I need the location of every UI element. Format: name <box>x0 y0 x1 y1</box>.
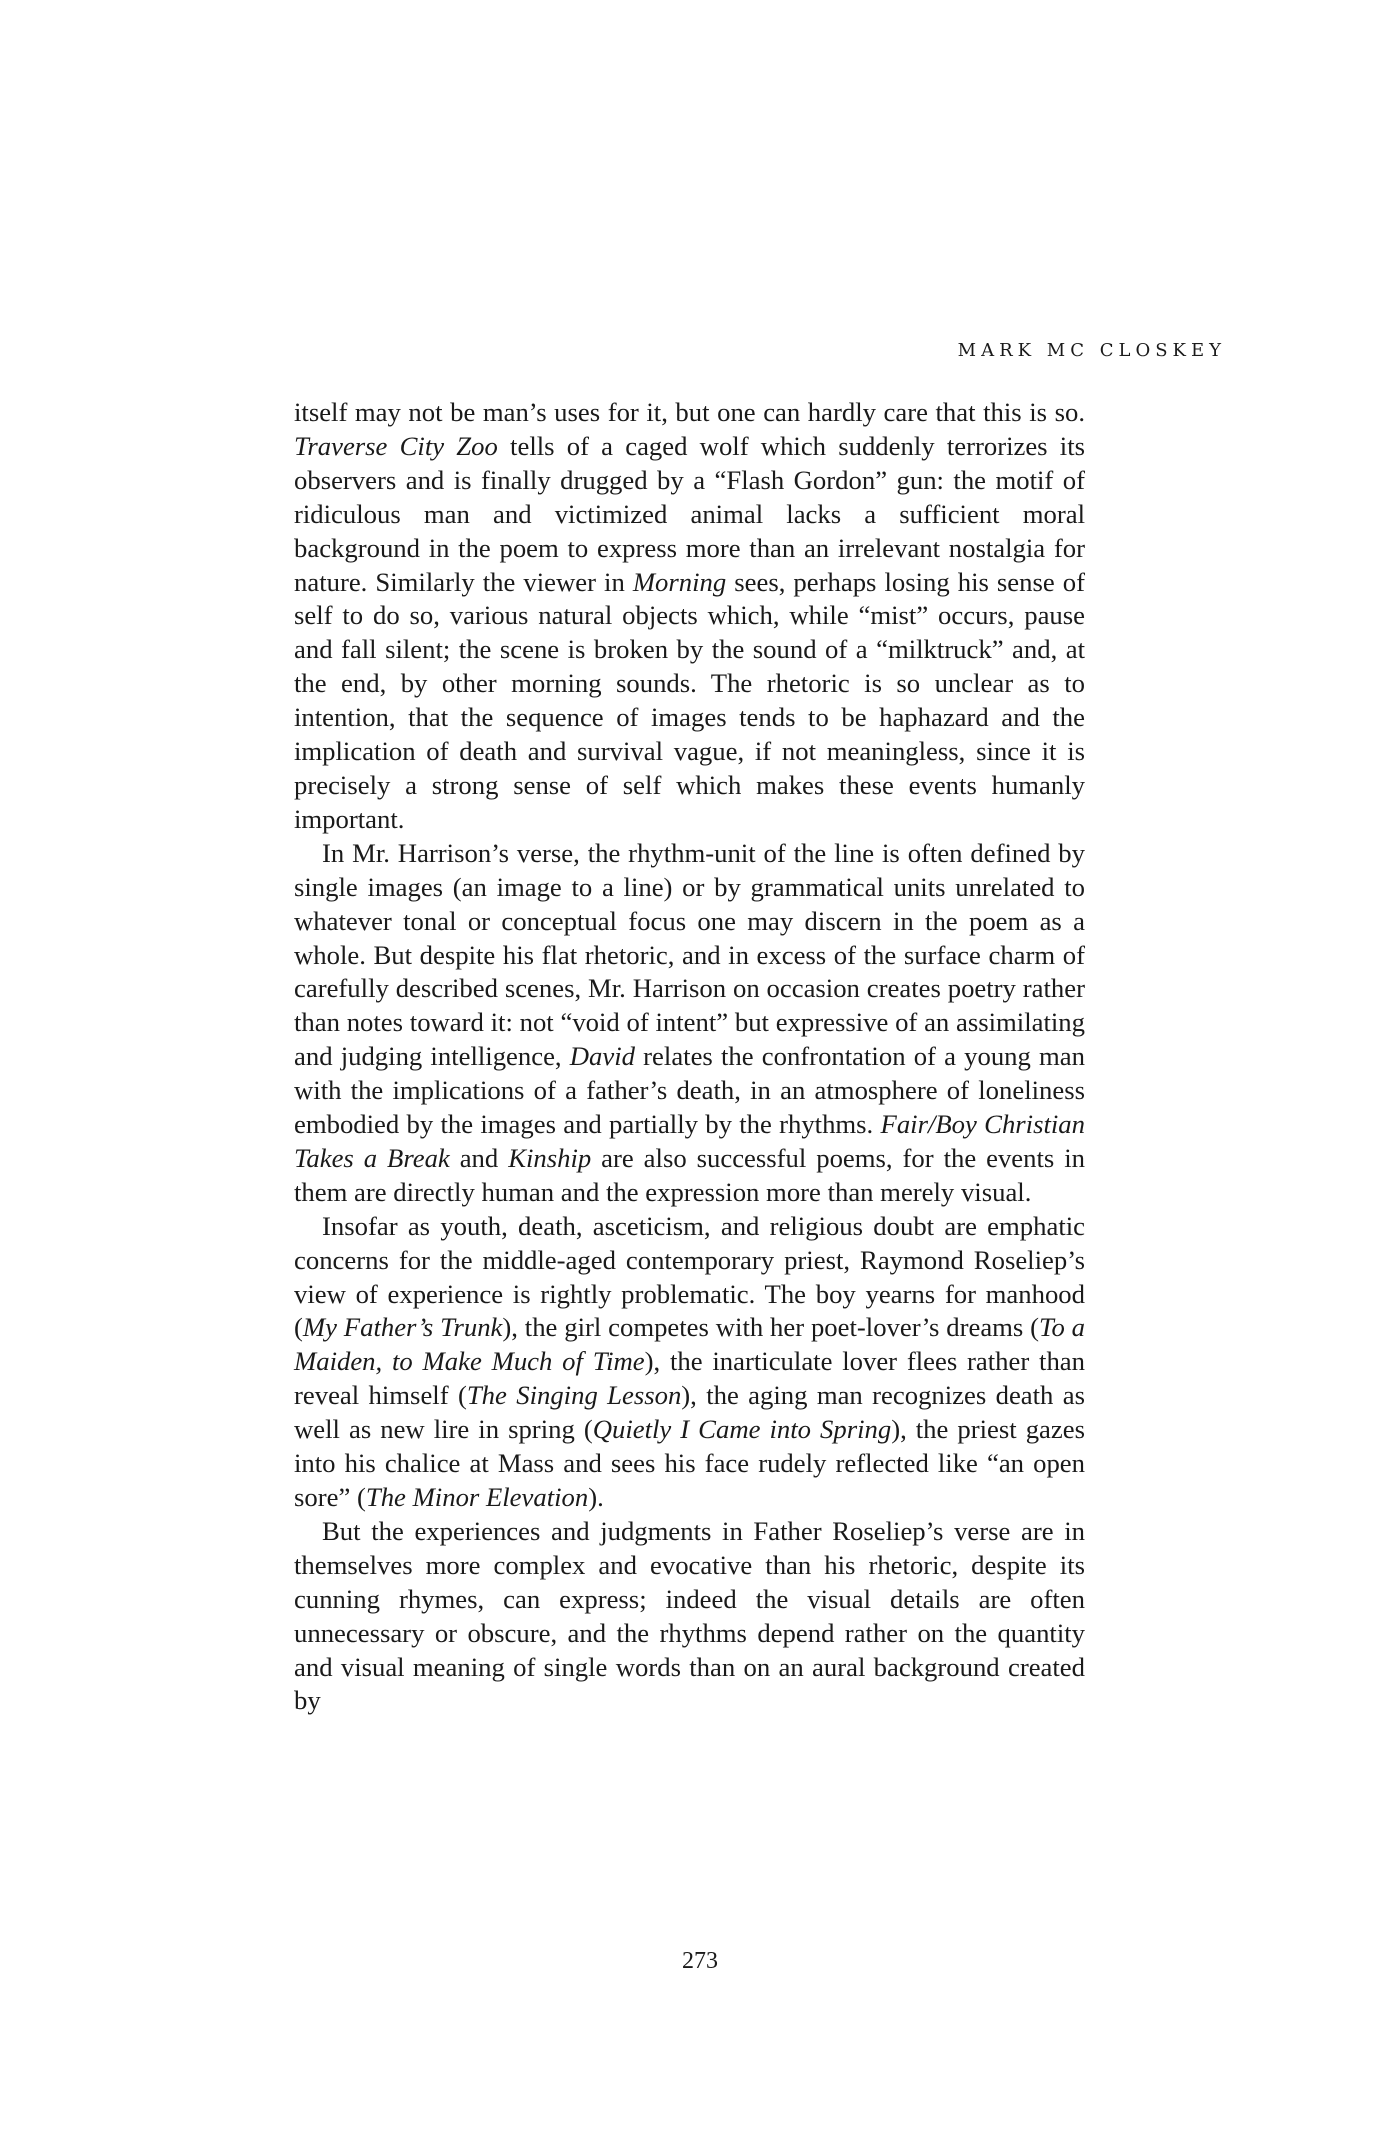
text-run: ), the inarticulate lover flees rather than reveal himself ( <box>294 1346 1085 1411</box>
text-run: sees, perhaps losing his sense of self to do so, various natural objects which, while “mist” occurs, pause and fall silent; the scene is broken by the sound of a “milktruck” and, at the end, by other morning sounds. The rhetoric is so unclear as to intention, that the sequence of images tends to be haphazard and the implication of death and survival vague, if not meaningless, since it is precisely a strong sense of self which makes these events humanly important. <box>294 566 1085 834</box>
work-title: Traverse City Zoo <box>294 430 498 461</box>
text-run: tells of a caged wolf which suddenly terrorizes its observers and is finally drugged by a “Flash Gordon” gun: the motif of ridiculous man and victimized animal lacks a sufficient moral background in the poem to express more than an irrelevant nostalgia for nature. Similarly the viewer in <box>294 430 1085 597</box>
paragraph <box>294 396 1085 837</box>
text-run: ), the priest gazes into his chalice at Mass and sees his face rudely reflected like “an open sore” ( <box>294 1414 1085 1512</box>
body-text <box>294 396 1085 1718</box>
running-head: MARK MC CLOSKEY <box>957 340 1226 361</box>
work-title: David <box>569 1041 635 1072</box>
work-title: The Minor Elevation <box>365 1482 589 1512</box>
work-title: Morning <box>632 566 727 597</box>
text-run: ). <box>588 1482 604 1512</box>
paragraph <box>294 837 1085 1210</box>
page-number: 273 <box>682 1948 718 1974</box>
paragraph <box>294 1210 1085 1515</box>
work-title: The Singing Lesson <box>466 1380 682 1411</box>
work-title: My Father’s Trunk <box>302 1312 503 1343</box>
text-run: ), the aging man recognizes death as well as new lire in spring ( <box>294 1380 1085 1445</box>
work-title: Quietly I Came into Spring <box>592 1414 892 1445</box>
text-run: But the experiences and judgments in Father Roseliep’s verse are in themselves more complex and evocative than his rhetoric, despite its cunning rhymes, can express; indeed the visual details are often unnecessary or obscure, and the rhythms depend rather on the quantity and visual meaning of single words than on an aural background created by <box>294 1515 1085 1716</box>
text-run: relates the confrontation of a young man with the implications of a father’s death, in an atmosphere of loneliness embodied by the images and partially by the rhythms. <box>294 1041 1085 1140</box>
text-run: Insofar as youth, death, asceticism, and religious doubt are emphatic concerns for the middle-aged contemporary priest, Raymond Roseliep’s view of experience is rightly problematic. The boy yearns for manhood ( <box>294 1210 1085 1343</box>
text-run: ), the girl competes with her poet-lover’s dreams ( <box>502 1312 1040 1343</box>
work-title: To a Maiden, to Make Much of Time <box>294 1312 1085 1377</box>
text-run: and <box>449 1142 509 1173</box>
work-title: Kinship <box>508 1142 592 1173</box>
text-run: In Mr. Harrison’s verse, the rhythm-unit of the line is often defined by single images (an image to a line) or by grammatical units unrelated to whatever tonal or conceptual focus one may discern in the poem as a whole. But despite his flat rhetoric, and in excess of the surface charm of carefully described scenes, Mr. Harrison on occasion creates poetry rather than notes toward it: not “void of intent” but expressive of an assimilating and judging intelligence, <box>294 837 1085 1072</box>
paragraph <box>294 1515 1085 1718</box>
text-run: itself may not be man’s uses for it, but one can hardly care that this is so. <box>294 397 1085 427</box>
text-run: are also successful poems, for the events in them are directly human and the expression more than merely visual. <box>294 1142 1085 1207</box>
work-title: Fair/Boy Christian Takes a Break <box>294 1109 1085 1173</box>
